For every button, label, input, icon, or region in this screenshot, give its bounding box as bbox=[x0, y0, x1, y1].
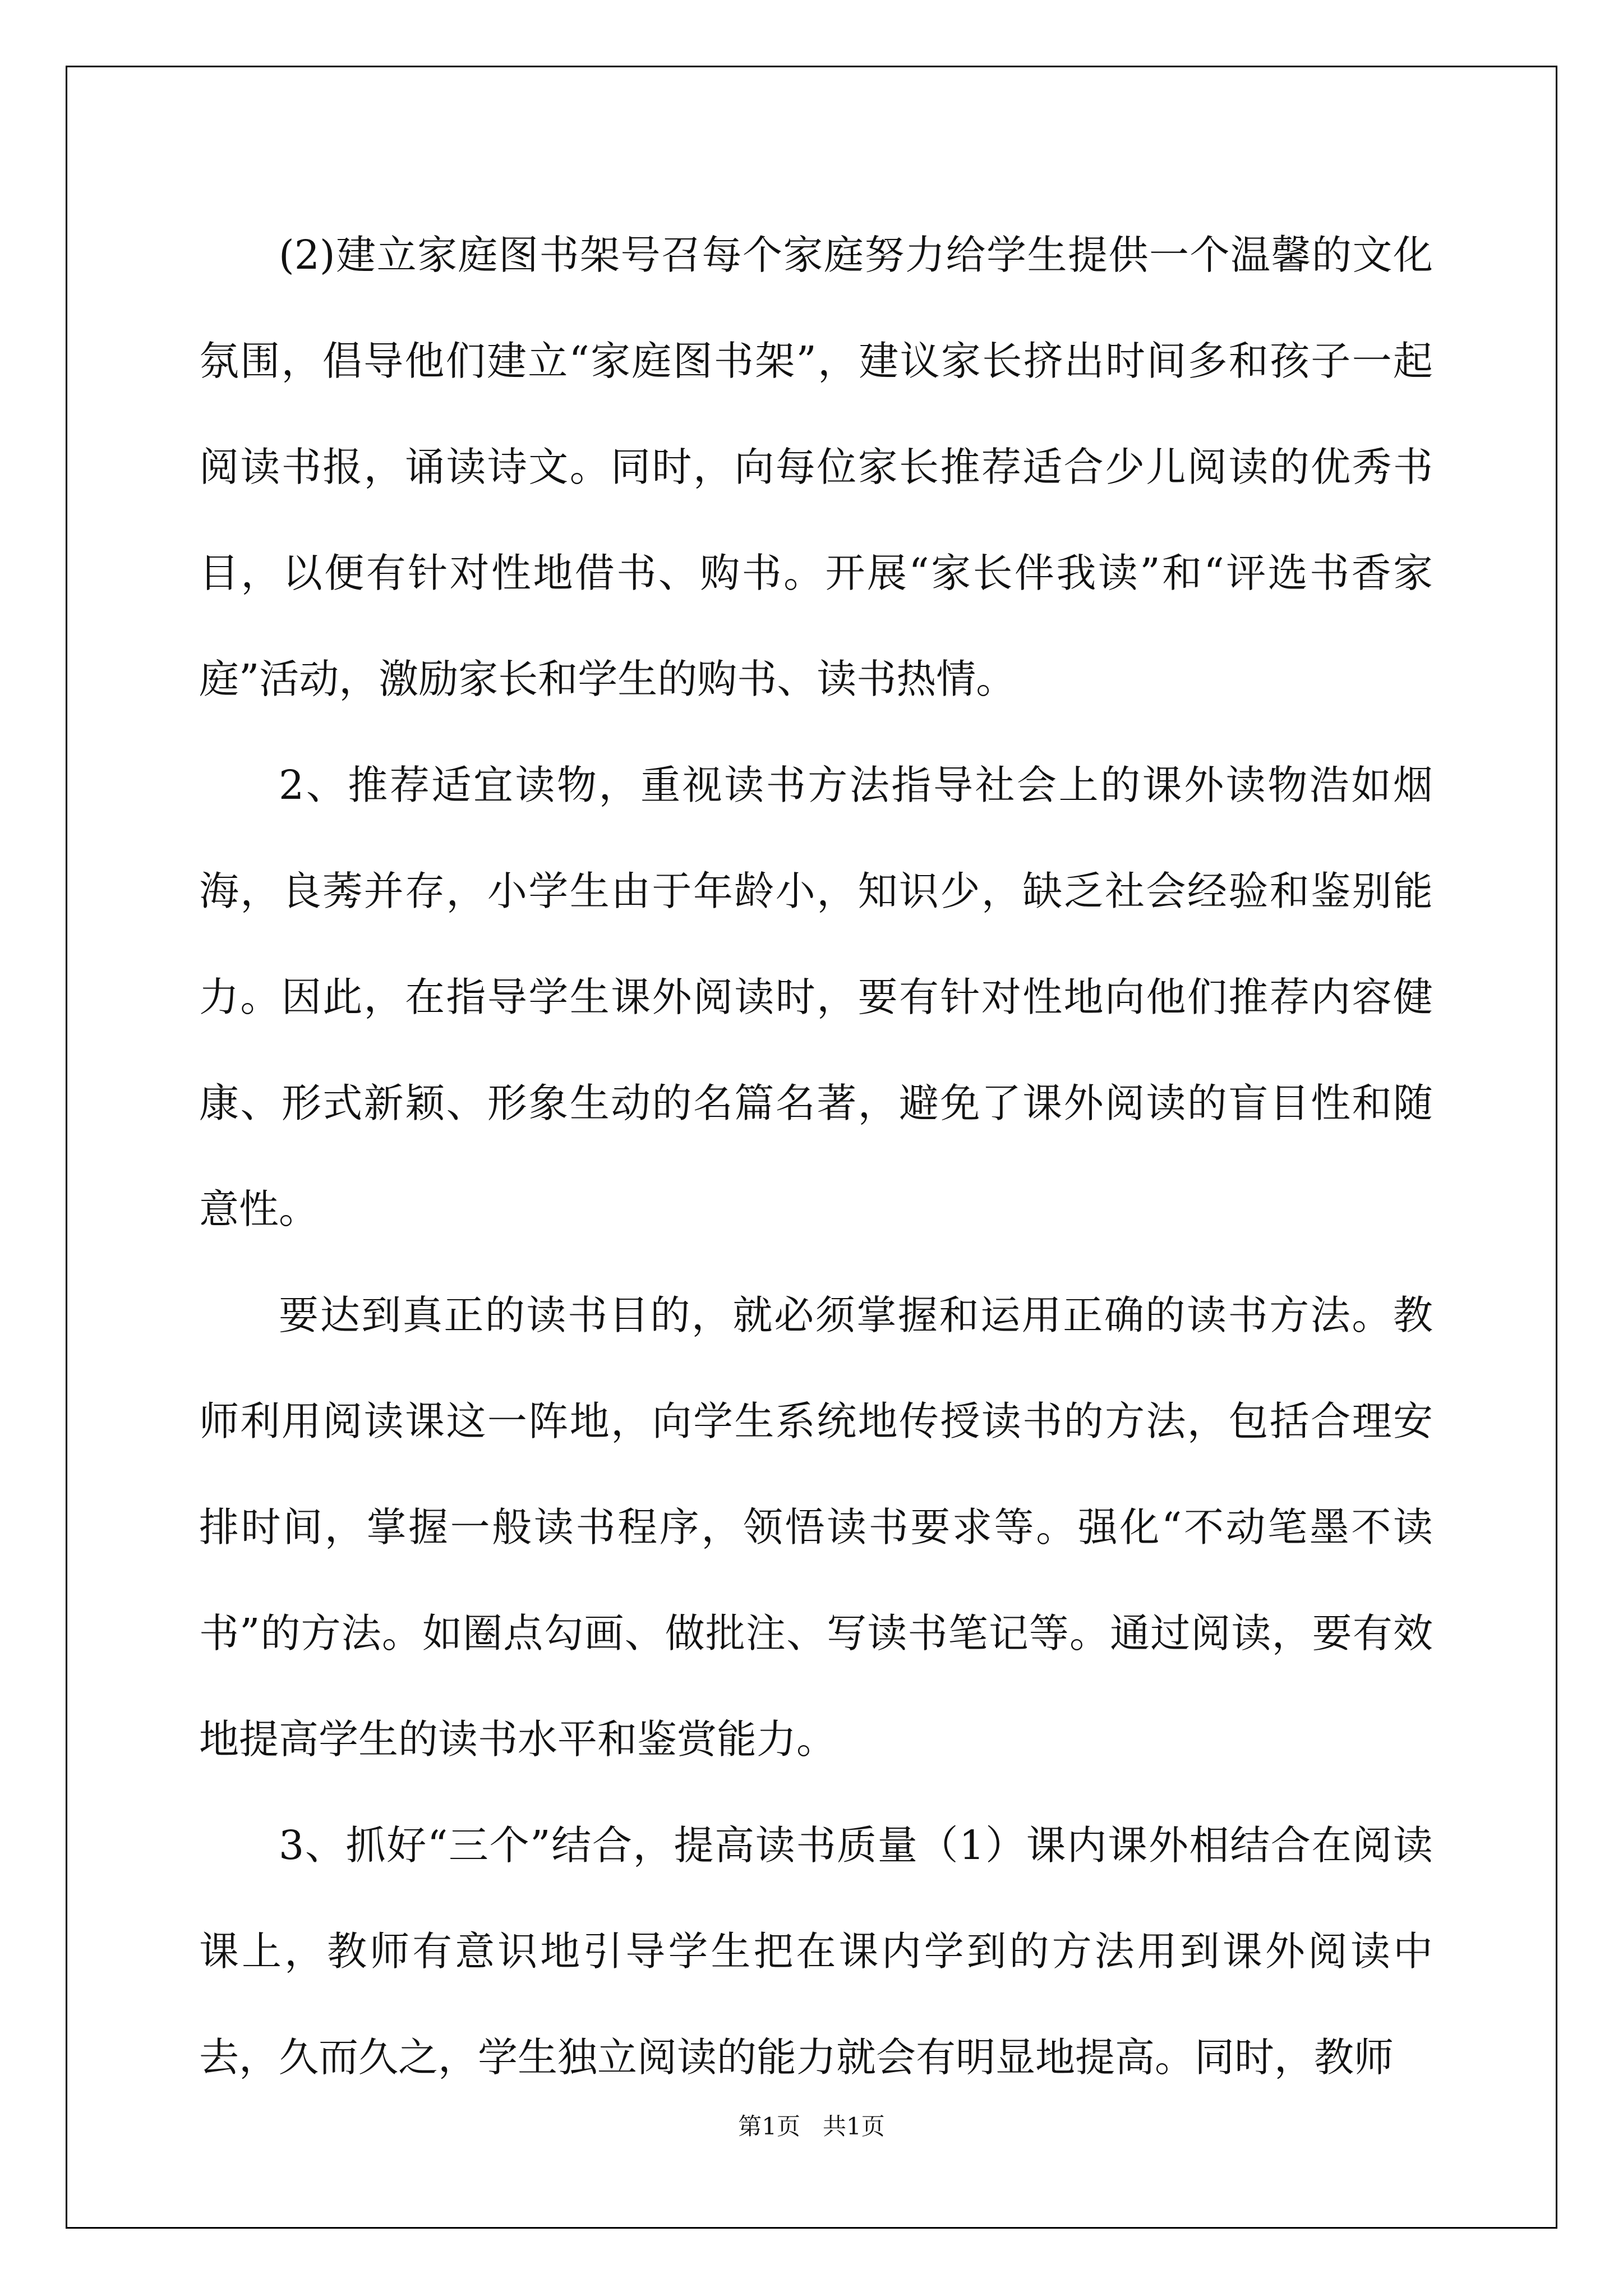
paragraph-recommend-reading: 2、推荐适宜读物，重视读书方法指导社会上的课外读物浩如烟海，良莠并存，小学生由于年龄小，知识少，缺乏社会经验和鉴别能力。因此，在指导学生课外阅读时，要有针对性地向他们推荐内容健康、形式新颖、形象生动的名篇名著，避免了课外阅读的盲目性和随意性。 bbox=[199, 762, 1433, 1232]
paragraph-three-combinations: 3、抓好“三个”结合，提高读书质量（1）课内课外相结合在阅读课上，教师有意识地引导学生把在课内学到的方法用到课外阅读中去，久而久之，学生独立阅读的能力就会有明显地提高。同时，教师 bbox=[199, 1822, 1433, 2081]
page-footer: 第1页 共1页 bbox=[738, 2113, 885, 2140]
paragraph-family-bookshelf: (2)建立家庭图书架号召每个家庭努力给学生提供一个温馨的文化氛围，倡导他们建立“家庭图书架”，建议家长挤出时间多和孩子一起阅读书报，诵读诗文。同时，向每位家长推荐适合少儿阅读的优秀书目，以便有针对性地借书、购书。开展“家长伴我读”和“评选书香家庭”活动，激励家长和学生的购书、读书热情。 bbox=[199, 232, 1433, 702]
document-body bbox=[199, 202, 1433, 2110]
paragraph-reading-methods: 要达到真正的读书目的，就必须掌握和运用正确的读书方法。教师利用阅读课这一阵地，向学生系统地传授读书的方法，包括合理安排时间，掌握一般读书程序，领悟读书要求等。强化“不动笔墨不读书”的方法。如圈点勾画、做批注、写读书笔记等。通过阅读，要有效地提高学生的读书水平和鉴赏能力。 bbox=[199, 1292, 1433, 1763]
